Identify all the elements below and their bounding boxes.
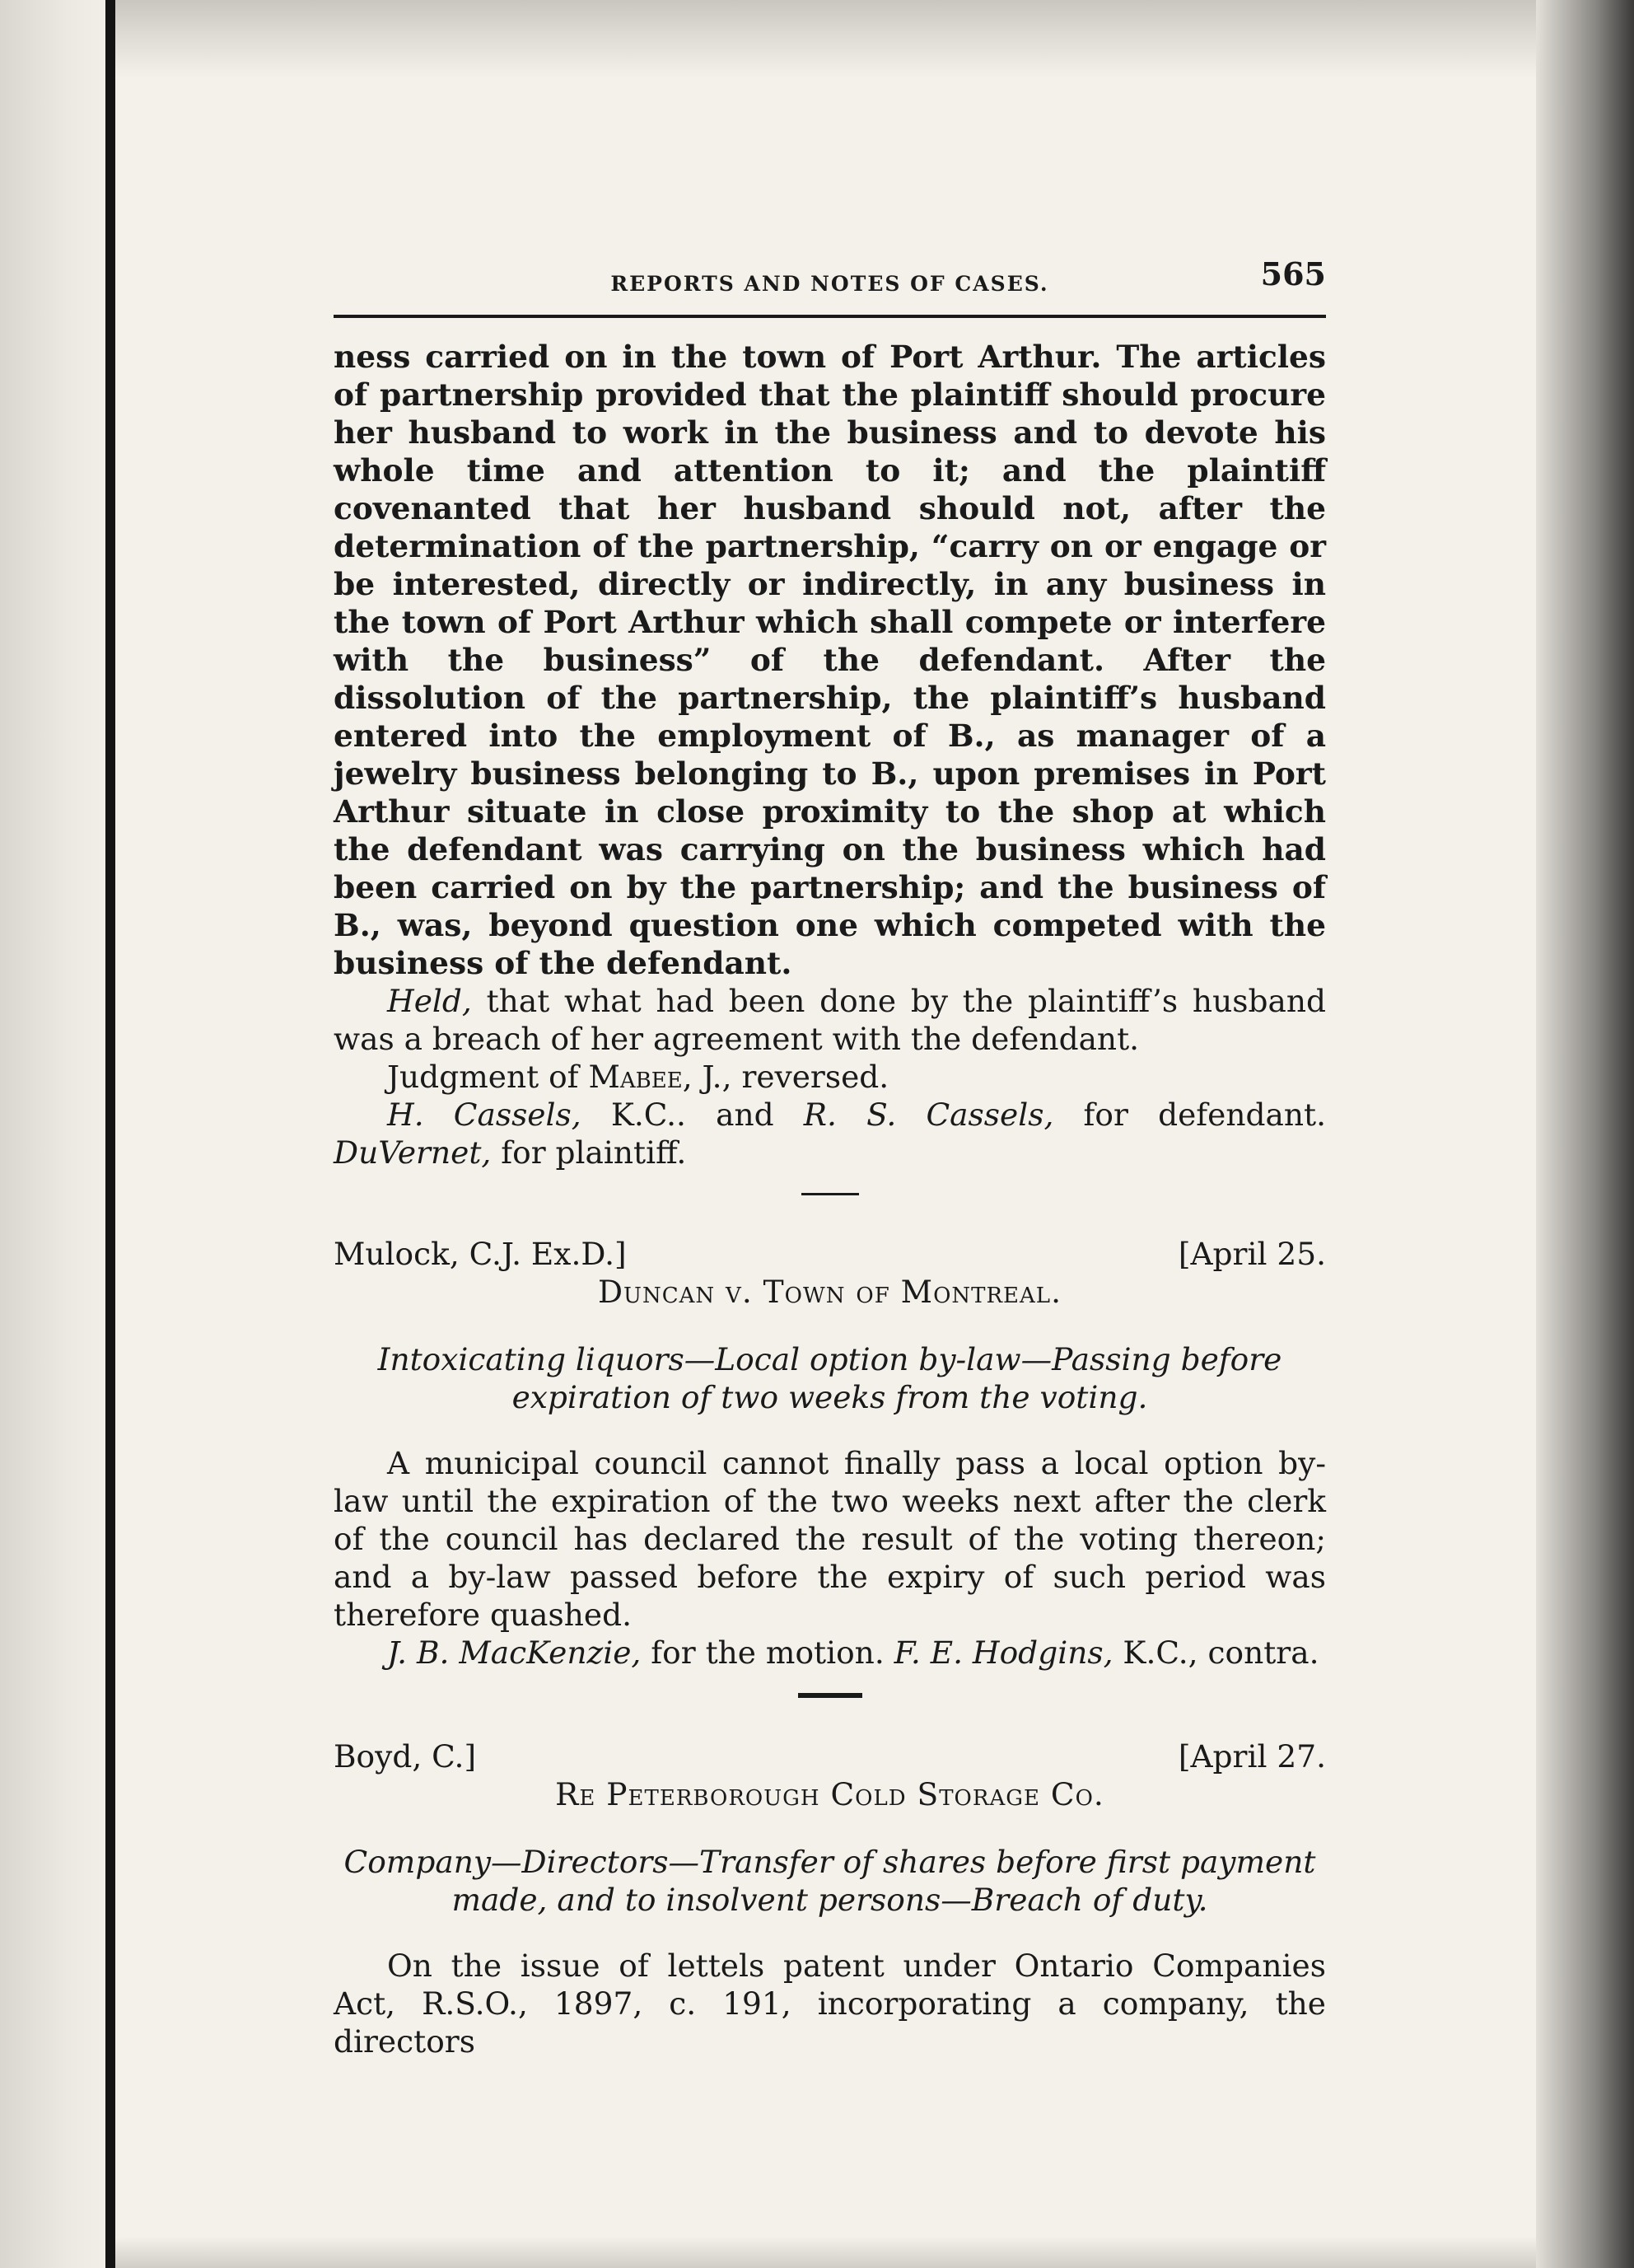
case3-body: On the issue of lettels patent under Ontario Companies Act, R.S.O., 1897, c. 191, incorporating a company, the directors (334, 1948, 1326, 2060)
counsel-text: for defendant. (1053, 1097, 1326, 1133)
counsel-name: R. S. Cassels, (803, 1097, 1054, 1133)
case2-headnote: Intoxicating liquors—Local option by-law—Passing before expiration of two weeks from the voting. (377, 1341, 1282, 1415)
counsel-text: K.C., contra. (1113, 1634, 1319, 1671)
section-separator (801, 1193, 859, 1195)
counsel-name: H. Cassels, (387, 1097, 581, 1133)
judge-name: Mabee (588, 1059, 683, 1095)
section-separator (798, 1693, 862, 1698)
case3-date: [April 27. (1178, 1738, 1326, 1775)
case3-header (334, 1737, 1326, 1775)
header-rule (334, 315, 1326, 318)
scan-right-edge (1536, 0, 1634, 2268)
case3-title: Re Peterborough Cold Storage Co. (555, 1776, 1104, 1812)
judgment-prefix: Judgment of (387, 1059, 589, 1095)
counsel-name: F. E. Hodgins, (894, 1634, 1113, 1671)
case2-title: Duncan v. Town of Montreal. (597, 1274, 1062, 1310)
counsel-text: for the motion. (641, 1634, 894, 1671)
counsel-name: DuVernet, (334, 1134, 492, 1171)
case2-header (334, 1235, 1326, 1273)
case1-judgment (334, 1058, 1326, 1096)
running-title: REPORTS AND NOTES OF CASES. (610, 272, 1049, 296)
page-text (334, 247, 1326, 2060)
case1-counsel (334, 1096, 1326, 1171)
counsel-text: K.C.. and (581, 1097, 804, 1133)
scan-bottom-edge (115, 2237, 1536, 2268)
counsel-name: J. B. MacKenzie, (387, 1634, 642, 1671)
case1-held (334, 982, 1326, 1058)
page-number: 565 (1260, 255, 1326, 292)
held-text: that what had been done by the plaintiff’s husband was a breach of her agreement with the defendant. (334, 983, 1326, 1057)
case3-court: Boyd, C.] (334, 1738, 477, 1775)
counsel-text: for plaintiff. (491, 1134, 687, 1171)
case2-date: [April 25. (1178, 1236, 1326, 1272)
scan-top-edge (115, 0, 1557, 78)
running-head (334, 247, 1326, 297)
judgment-suffix: , J., reversed. (682, 1059, 889, 1095)
binding-line (105, 0, 115, 2268)
case2-counsel (334, 1634, 1326, 1672)
case2-court: Mulock, C.J. Ex.D.] (334, 1236, 627, 1272)
case3-headnote: Company—Directors—Transfer of shares before first payment made, and to insolvent persons—Breach of duty. (343, 1844, 1316, 1918)
held-word: Held, (387, 983, 472, 1019)
case1-facts: ness carried on in the town of Port Arthur. The articles of partnership provided that the plaintiff should procure her husband to work in the business and to devote his whole time and attention to it; and the plaintiff covenanted that her husband should not, after the determination of the partnership, “carry on or engage or be interested, directly or indirectly, in any business in the town of Port Arthur which shall compete or interfere with the business” of the defendant. After the dissolution of the partnership, the plaintiff’s husband entered into the employment of B., as manager of a jewelry business belonging to B., upon premises in Port Arthur situate in close proximity to the shop at which the defendant was carrying on the business which had been carried on by the partnership; and the business of B., was, beyond question one which competed with the business of the defendant. (334, 339, 1326, 981)
case2-body: A municipal council cannot finally pass a local option by-law until the expiration of the two weeks next after the clerk of the council has declared the result of the voting thereon; and a by-law passed before the expiry of such period was therefore quashed. (334, 1445, 1326, 1633)
